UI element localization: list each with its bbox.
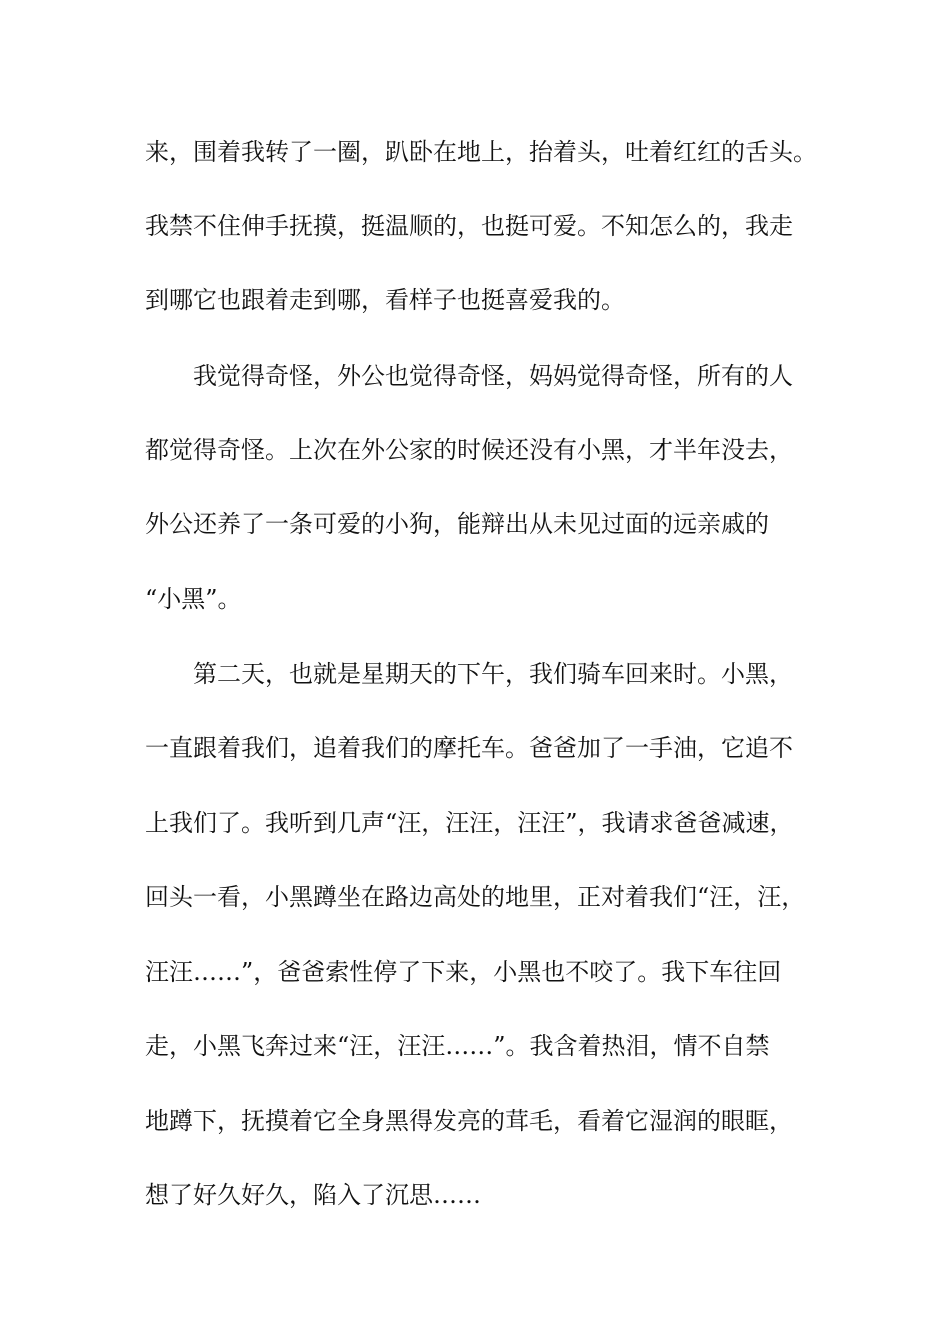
text-line: “小黑”。 <box>145 585 242 613</box>
text-line: 外公还养了一条可爱的小狗，能辩出从未见过面的远亲戚的 <box>145 510 769 538</box>
text-line: 走，小黑飞奔过来“汪，汪汪……”。我含着热泪，情不自禁 <box>145 1032 770 1060</box>
text-line: 上我们了。我听到几声“汪，汪汪，汪汪”，我请求爸爸减速， <box>145 809 794 837</box>
text-line: 来，围着我转了一圈，趴卧在地上，抬着头，吐着红红的舌头。 <box>145 138 817 166</box>
text-line: 一直跟着我们，追着我们的摩托车。爸爸加了一手油，它追不 <box>145 734 793 762</box>
text-line: 都觉得奇怪。上次在外公家的时候还没有小黑，才半年没去， <box>145 436 793 464</box>
text-line: 汪汪……”，爸爸索性停了下来，小黑也不咬了。我下车往回 <box>145 958 782 986</box>
text-line: 我禁不住伸手抚摸，挺温顺的，也挺可爱。不知怎么的，我走 <box>145 212 793 240</box>
text-line: 想了好久好久，陷入了沉思…… <box>145 1181 481 1209</box>
paragraph-first-line: 我觉得奇怪，外公也觉得奇怪，妈妈觉得奇怪，所有的人 <box>193 362 793 390</box>
text-line: 回头一看，小黑蹲坐在路边高处的地里，正对着我们“汪，汪， <box>145 883 806 911</box>
paragraph-first-line: 第二天，也就是星期天的下午，我们骑车回来时。小黑， <box>193 660 793 688</box>
text-line: 地蹲下，抚摸着它全身黑得发亮的茸毛，看着它湿润的眼眶， <box>145 1107 793 1135</box>
text-line: 到哪它也跟着走到哪，看样子也挺喜爱我的。 <box>145 286 625 314</box>
